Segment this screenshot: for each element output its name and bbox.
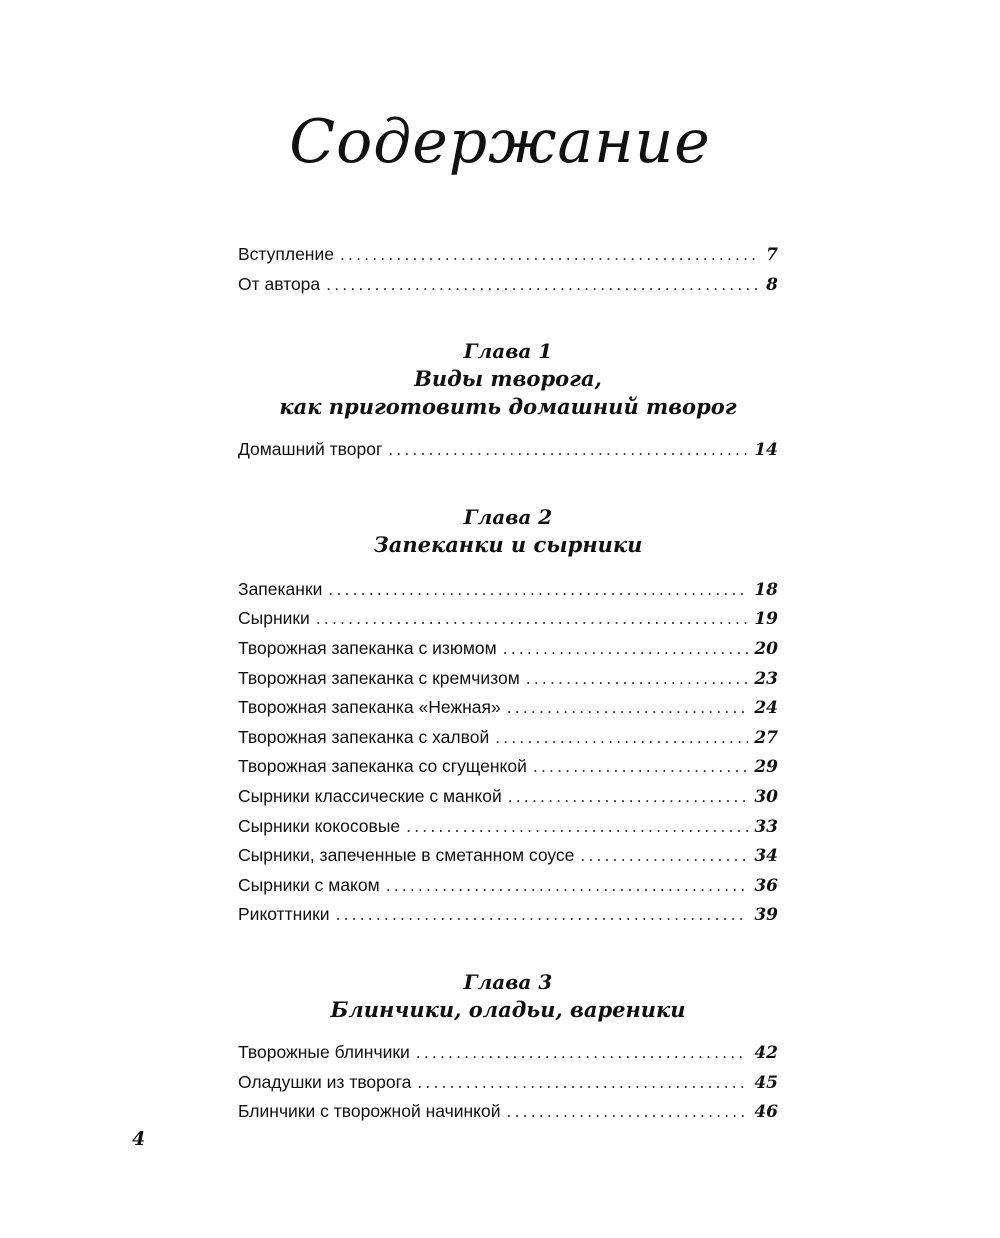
toc-entry[interactable] [238, 782, 778, 812]
dot-leader [416, 1038, 749, 1068]
toc-entry[interactable] [238, 664, 778, 694]
chapter-title-line: Виды творога, [414, 366, 602, 392]
chapter-number: Глава 3 [463, 969, 553, 994]
toc-entry[interactable] [238, 900, 778, 930]
dot-leader [417, 1068, 748, 1098]
chapter-title-line: как приготовить домашний творог [279, 394, 737, 420]
toc-entry[interactable] [238, 604, 778, 634]
toc-entry-intro[interactable] [238, 240, 778, 270]
toc-entry[interactable] [238, 752, 778, 782]
toc-entry[interactable] [238, 575, 778, 605]
entry-page-number: 34 [754, 846, 778, 867]
toc-entry[interactable] [238, 1097, 778, 1127]
entry-page-number: 20 [754, 638, 778, 659]
entry-label: Сырники, запеченные в сметанном соусе [238, 845, 575, 866]
entry-label: Сырники с маком [238, 874, 380, 895]
dot-leader [533, 752, 748, 782]
dot-leader [406, 812, 748, 842]
toc-entry[interactable] [238, 1068, 778, 1098]
entry-label: Сырники классические с манкой [238, 785, 502, 806]
dot-leader [508, 782, 749, 812]
entry-page-number: 45 [754, 1072, 778, 1093]
dot-leader [336, 900, 749, 930]
toc-entry[interactable] [238, 693, 778, 723]
entry-page-number: 30 [754, 786, 778, 807]
entry-page-number: 36 [754, 875, 778, 896]
page-title: Содержание [289, 107, 711, 177]
dot-leader [340, 240, 760, 270]
entry-page-number: 42 [754, 1042, 778, 1063]
chapter-title-line: Запеканки и сырники [373, 531, 643, 557]
entry-label: Сырники кокосовые [238, 815, 401, 836]
dot-leader [495, 723, 748, 753]
entry-label: Творожная запеканка с кремчизом [238, 667, 520, 688]
toc-entry[interactable] [238, 723, 778, 753]
chapter-heading-2 [238, 503, 778, 559]
toc-entry[interactable] [238, 634, 778, 664]
entry-page-number: 14 [754, 440, 778, 461]
dot-leader [526, 664, 749, 694]
toc-entry[interactable] [238, 435, 778, 465]
dot-leader [326, 270, 760, 300]
entry-label: Домашний творог [238, 439, 383, 460]
dot-leader [386, 871, 749, 901]
dot-leader [507, 693, 749, 723]
entry-label: От автора [238, 273, 321, 294]
table-of-contents [238, 240, 778, 1127]
entry-page-number: 27 [754, 727, 778, 748]
dot-leader [388, 435, 748, 465]
entry-page-number: 19 [754, 609, 778, 630]
entry-page-number: 29 [754, 757, 778, 778]
entry-label: Творожная запеканка со сгущенкой [238, 756, 527, 777]
entry-label: Творожная запеканка с халвой [238, 726, 490, 747]
toc-entry[interactable] [238, 812, 778, 842]
entry-page-number: 39 [754, 905, 778, 926]
chapter-number: Глава 2 [463, 504, 553, 529]
entry-label: Творожная запеканка «Нежная» [238, 697, 501, 718]
toc-entry-from-author[interactable] [238, 270, 778, 300]
chapter-number: Глава 1 [463, 339, 553, 364]
dot-leader [507, 1097, 749, 1127]
entry-page-number: 24 [754, 698, 778, 719]
dot-leader [503, 634, 749, 664]
entry-label: Блинчики с творожной начинкой [238, 1101, 501, 1122]
dot-leader [316, 604, 749, 634]
entry-label: Оладушки из творога [238, 1071, 412, 1092]
chapter-title-line: Блинчики, оладьи, вареники [330, 996, 686, 1022]
toc-entry[interactable] [238, 841, 778, 871]
entry-page-number: 33 [754, 816, 778, 837]
entry-page-number: 23 [754, 668, 778, 689]
entry-label: Творожная запеканка с изюмом [238, 637, 497, 658]
dot-leader [580, 841, 748, 871]
toc-entry[interactable] [238, 871, 778, 901]
chapter-heading-1 [238, 337, 778, 421]
entry-label: Сырники [238, 608, 310, 629]
entry-label: Запеканки [238, 578, 323, 599]
entry-label: Рикоттники [238, 904, 330, 925]
toc-entry[interactable] [238, 1038, 778, 1068]
chapter-heading-3 [238, 968, 778, 1024]
entry-page-number: 7 [766, 245, 778, 265]
entry-page-number: 18 [754, 579, 778, 600]
entry-label: Творожные блинчики [238, 1041, 410, 1062]
entry-label: Вступление [238, 244, 334, 264]
page-number: 4 [132, 1128, 146, 1150]
dot-leader [328, 575, 748, 605]
entry-page-number: 8 [766, 274, 778, 295]
entry-page-number: 46 [754, 1102, 778, 1123]
